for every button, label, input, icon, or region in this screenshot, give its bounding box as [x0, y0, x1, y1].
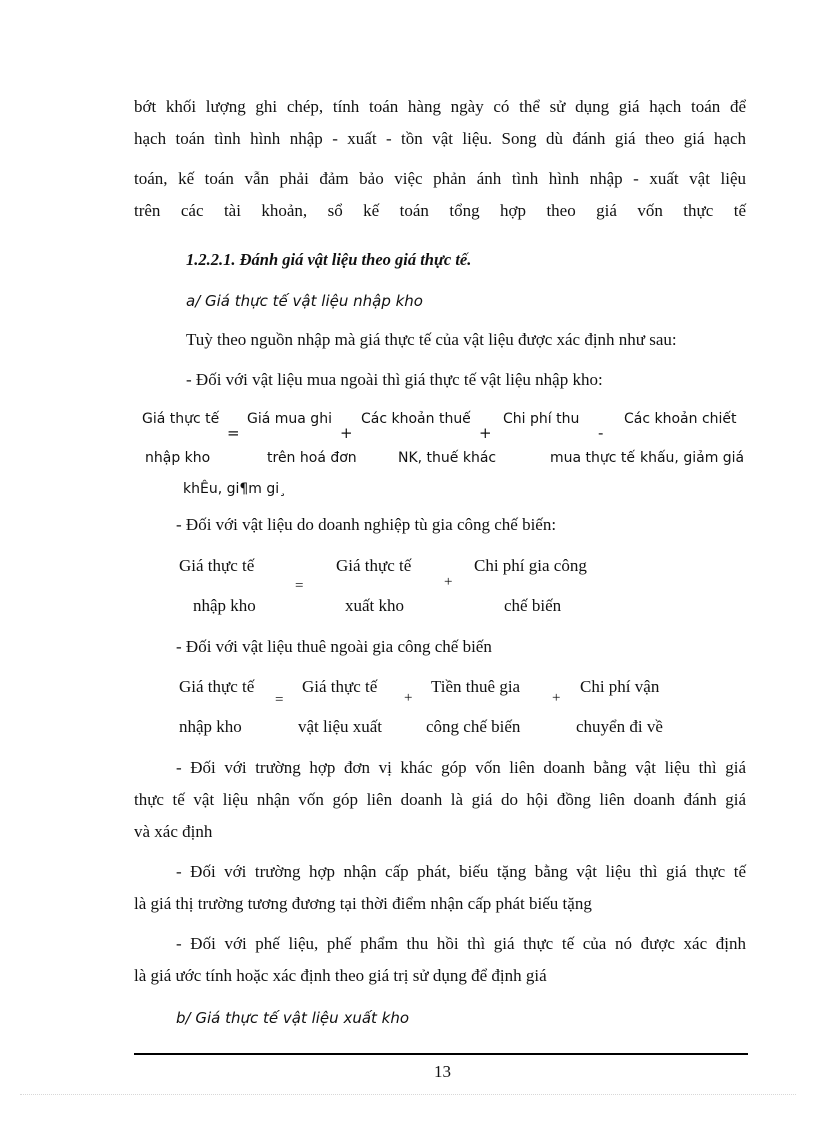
intro-line-1: bớt khối lượng ghi chép, tính toán hàng ngày có thể sử dụng giá hạch toán để [134, 97, 746, 116]
intro-line-4: trên các tài khoản, sổ kế toán tổng hợp theo giá vốn thực tế [134, 201, 746, 220]
f2-term1-line2: nhập kho [193, 596, 256, 615]
f1-term3-line1: Các khoản thuế [361, 411, 471, 427]
f3-term2-line2: vật liệu xuất [298, 717, 383, 736]
f1-plus-2: + [479, 424, 492, 442]
f2-term2-line2: xuất kho [345, 596, 405, 615]
f2-term3-line2: chế biến [504, 596, 562, 615]
para-jv-line-3: và xác định [134, 822, 213, 841]
f2-term2-line1: Giá thực tế [336, 556, 412, 575]
f2-term3-line1: Chi phí gia công [474, 556, 587, 575]
f3-term3-line2: công chế biến [426, 717, 521, 736]
intro-line-2: hạch toán tình hình nhập - xuất - tồn vật liệu. Song dù đánh giá theo giá hạch [134, 129, 746, 148]
para-jv-line-2: thực tế vật liệu nhận vốn góp liên doanh là giá do hội đồng liên doanh đánh giá [134, 790, 746, 809]
f1-equals: = [227, 424, 240, 442]
f1-term4-line1: Chi phí thu [503, 411, 580, 427]
subheading-a: a/ Giá thực tế vật liệu nhập kho [186, 292, 423, 310]
f1-term2-line1: Giá mua ghi [247, 411, 332, 427]
bullet-outsource: - Đối với vật liệu thuê ngoài gia công chế biến [176, 637, 492, 656]
f1-minus: - [598, 424, 604, 442]
footer-rule [134, 1053, 748, 1055]
f3-term3-line1: Tiền thuê gia [431, 677, 521, 696]
f2-plus: + [444, 574, 453, 590]
f1-garbled-tail: khÊu, gi¶m gi¸ [183, 481, 287, 497]
f1-term5-line1: Các khoản chiết [624, 411, 737, 427]
f3-term4-line2: chuyển đi về [576, 717, 663, 736]
f1-term3-line2: NK, thuế khác [398, 450, 497, 466]
para-jv-line-1: - Đối với trường hợp đơn vị khác góp vốn liên doanh bằng vật liệu thì giá [176, 758, 746, 777]
para-scrap-line-1: - Đối với phế liệu, phế phẩm thu hồi thì giá thực tế của nó được xác định [176, 934, 746, 953]
f1-term1-line2: nhập kho [145, 450, 211, 466]
f2-term1-line1: Giá thực tế [179, 556, 255, 575]
para-grant-line-2: là giá thị trường tương đương tại thời điểm nhận cấp phát biếu tặng [134, 894, 592, 913]
f1-term4-line2: mua thực tế [550, 450, 636, 466]
bullet-purchase: - Đối với vật liệu mua ngoài thì giá thực tế vật liệu nhập kho: [186, 370, 603, 389]
section-heading: 1.2.2.1. Đánh giá vật liệu theo giá thực tế. [186, 250, 472, 269]
para-source: Tuỳ theo nguồn nhập mà giá thực tế của vật liệu được xác định như sau: [186, 330, 677, 349]
intro-line-3: toán, kế toán vẫn phải đảm bảo việc phản ánh tình hình nhập - xuất vật liệu [134, 169, 746, 188]
f3-plus-1: + [404, 690, 413, 706]
f3-term2-line1: Giá thực tế [302, 677, 378, 696]
f3-plus-2: + [552, 690, 561, 706]
bullet-self: - Đối với vật liệu do doanh nghiệp tù gia công chế biến: [176, 515, 557, 534]
f3-equals: = [275, 692, 284, 708]
subheading-b: b/ Giá thực tế vật liệu xuất kho [176, 1009, 410, 1027]
f1-term5-line2: khấu, giảm giá [640, 450, 745, 466]
f1-plus-1: + [340, 424, 353, 442]
page-edge-divider [20, 1094, 796, 1095]
f1-term1-line1: Giá thực tế [142, 411, 220, 427]
page-number: 13 [434, 1062, 451, 1081]
f1-term2-line2: trên hoá đơn [267, 450, 357, 466]
f3-term4-line1: Chi phí vận [580, 677, 660, 696]
f2-equals: = [295, 578, 304, 594]
f3-term1-line1: Giá thực tế [179, 677, 255, 696]
para-scrap-line-2: là giá ước tính hoặc xác định theo giá trị sử dụng để định giá [134, 966, 547, 985]
f3-term1-line2: nhập kho [179, 717, 242, 736]
para-grant-line-1: - Đối với trường hợp nhận cấp phát, biếu tặng bằng vật liệu thì giá thực tế [176, 862, 746, 881]
